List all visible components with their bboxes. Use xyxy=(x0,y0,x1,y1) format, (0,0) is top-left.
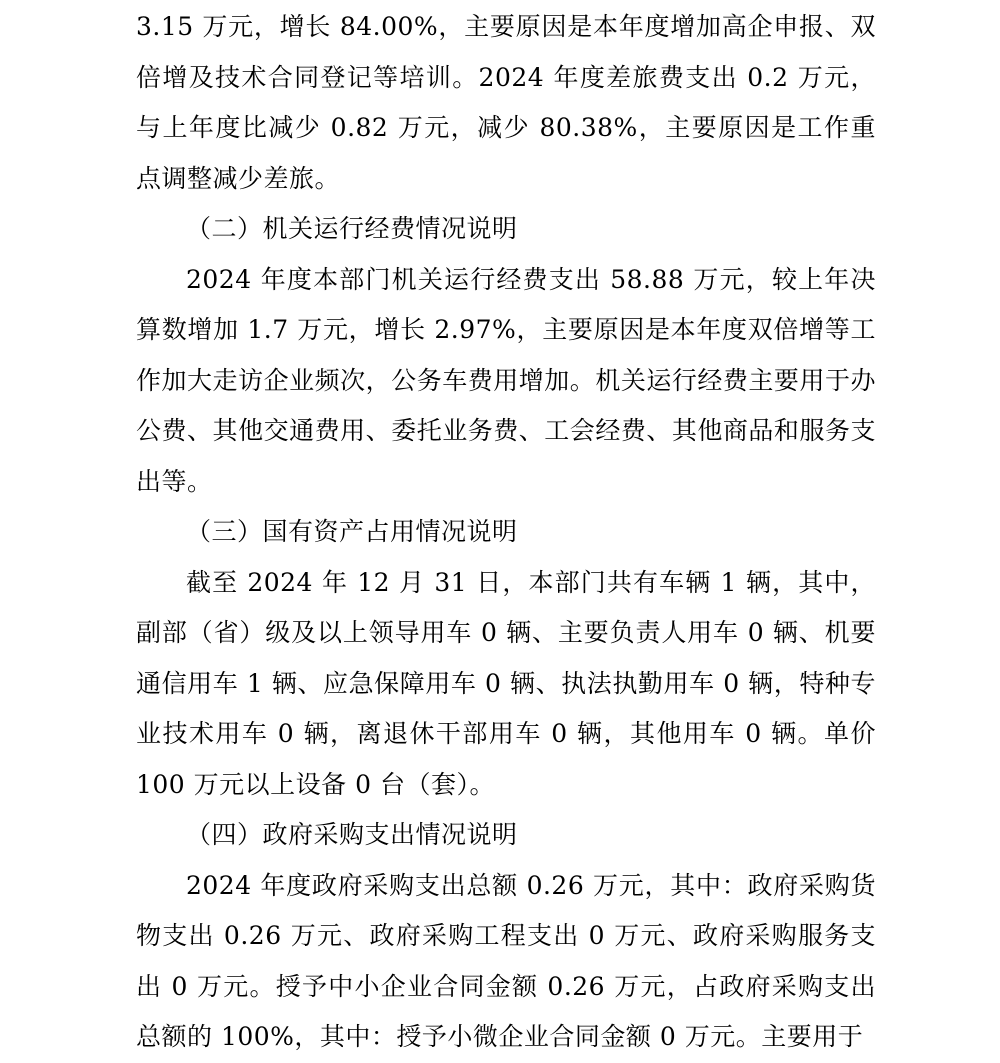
document-page xyxy=(136,2,876,1063)
paragraph-state-assets: 截至 2024 年 12 月 31 日，本部门共有车辆 1 辆，其中，副部（省）级及以上领导用车 0 辆、主要负责人用车 0 辆、机要通信用车 1 辆、应急保障用车 0 辆、执法执勤用车 0 辆，特种专业技术用车 0 辆，离退休干部用车 0 辆，其他用车 0 辆。单价 100 万元以上设备 0 台（套）。 xyxy=(136,567,876,799)
paragraph-procurement: 2024 年度政府采购支出总额 0.26 万元，其中：政府采购货物支出 0.26 万元、政府采购工程支出 0 万元、政府采购服务支出 0 万元。授予中小企业合同金额 0.26 万元，占政府采购支出总额的 100%，其中：授予小微企业合同金额 0 万元。主要用于 xyxy=(136,870,876,1051)
paragraph-operating-funds: 2024 年度本部门机关运行经费支出 58.88 万元，较上年决算数增加 1.7 万元，增长 2.97%，主要原因是本年度双倍增等工作加大走访企业频次，公务车费用增加。机关运行经费主要用于办公费、其他交通费用、委托业务费、工会经费、其他商品和服务支出等。 xyxy=(136,264,876,496)
section-heading-procurement: （四）政府采购支出情况说明 xyxy=(186,820,518,849)
paragraph-travel-expense: 3.15 万元，增长 84.00%，主要原因是本年度增加高企申报、双倍增及技术合同登记等培训。2024 年度差旅费支出 0.2 万元，与上年度比减少 0.82 万元，减少 80.38%，主要原因是工作重点调整减少差旅。 xyxy=(136,12,876,193)
section-heading-operating-funds: （二）机关运行经费情况说明 xyxy=(186,214,518,243)
section-heading-state-assets: （三）国有资产占用情况说明 xyxy=(186,517,518,546)
